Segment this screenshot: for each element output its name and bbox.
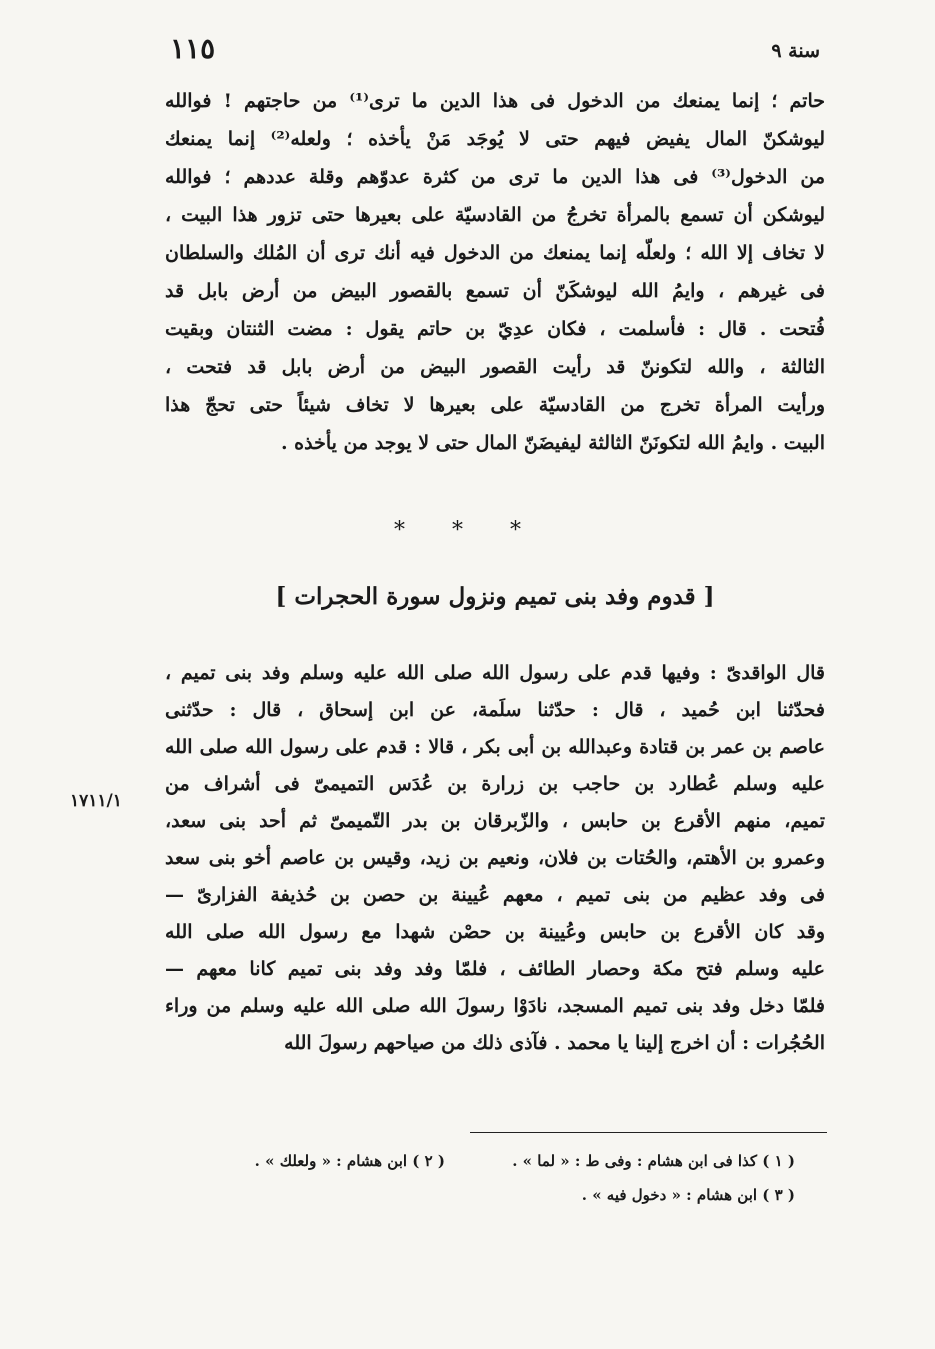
text-line: عاصم بن عمر بن قتادة وعبدالله بن أبى بكر ، قالا : قدم على رسول الله صلى الله [165,736,825,758]
page-header [170,30,820,70]
margin-reference: ١٧١١/١ [70,791,122,811]
footnote-row [200,1144,795,1178]
text-line: فى غيرهم ، وايمُ الله ليوشكَنّ أن تسمع بالقصور البيض من أرض بابل قد [165,280,825,302]
text-line: قال الواقدىّ : وفيها قدم على رسول الله صلى الله عليه وسلم وفد بنى تميم ، [165,662,825,684]
paragraph-1 [165,82,825,462]
text-line: فلمّا دخل وفد بنى تميم المسجد، نادَوْا رسولَ الله صلى الله عليه وسلم من وراء [165,995,825,1017]
text-line: ليوشكنّ المال يفيض فيهم حتى لا يُوجَد مَنْ يأخذه ؛ ولعله⁽²⁾ إنما يمنعك [165,128,825,150]
page-number: ١١٥ [170,32,216,65]
text-line: ليوشكن أن تسمع بالمرأة تخرجُ من القادسيّة على بعيرها حتى تزور هذا البيت ، [165,204,825,226]
text-line: وعمرو بن الأهتم، والحُتات بن فلان، ونعيم بن زيد، وقيس بن عاصم أخو بنى سعد [165,847,825,869]
section-separator: * * * [394,518,541,543]
text-line: فى وفد عظيم من بنى تميم ، معهم عُيينة بن حصن بن حُذيفة الفزارىّ — [165,884,825,906]
footnote-2: ( ٢ ) ابن هشام : « ولعلك » . [254,1152,445,1170]
footnotes [200,1144,795,1212]
text-line: فُتحت . قال : فأسلمت ، فكان عدِيّ بن حاتم يقول : مضت الثنتان وبقيت [165,318,825,340]
footnote-row [200,1178,795,1212]
section-title: [ قدوم وفد بنى تميم ونزول سورة الحجرات ] [275,583,715,610]
text-line: لا تخاف إلا الله ؛ ولعلّه إنما يمنعك من الدخول فيه أنك ترى أن المُلك والسلطان [165,242,825,264]
text-line: ورأيت المرأة تخرج من القادسيّة على بعيرها لا تخاف شيئاً حتى تحجّ هذا [165,394,825,416]
text-line: الحُجُرات : أن اخرج إلينا يا محمد . فآذى ذلك من صياحهم رسولَ الله [284,1032,825,1054]
paragraph-2 [165,655,825,1062]
text-line: الثالثة ، والله لتكوننّ قد رأيت القصور البيض من أرض بابل قد فتحت ، [165,356,825,378]
text-line: فحدّثنا ابن حُميد ، قال : حدّثنا سلَمة، عن ابن إسحاق ، قال : حدّثنى [165,699,825,721]
footnote-1: ( ١ ) كذا فى ابن هشام : وفى ط : « لما » . [512,1152,795,1170]
footnote-3: ( ٣ ) ابن هشام : « دخول فيه » . [581,1186,795,1204]
text-line: حاتم ؛ إنما يمنعك من الدخول فى هذا الدين ما ترى⁽¹⁾ من حاجتهم ! فوالله [165,90,825,112]
text-line: من الدخول⁽³⁾ فى هذا الدين ما ترى من كثرة عدوّهم وقلة عددهم ؛ فوالله [165,166,825,188]
footnote-rule [470,1132,827,1133]
running-head: سنة ٩ [771,40,820,62]
text-line: البيت . وايمُ الله لتكونَنّ الثالثة ليفيضَنّ المال حتى لا يوجد من يأخذه . [280,432,825,454]
text-line: تميم، منهم الأقرع بن حابس ، والزّبرقان بن بدر التّميمىّ ثم أحد بنى سعد، [165,810,825,832]
text-line: عليه وسلم عُطارد بن حاجب بن زرارة بن عُدَس التميمىّ فى أشراف من [165,773,825,795]
text-line: عليه وسلم فتح مكة وحصار الطائف ، فلمّا وفد وفد بنى تميم كانا معهم — [165,958,825,980]
text-line: وقد كان الأقرع بن حابس وعُيينة بن حصْن شهدا مع رسول الله صلى الله [165,921,825,943]
